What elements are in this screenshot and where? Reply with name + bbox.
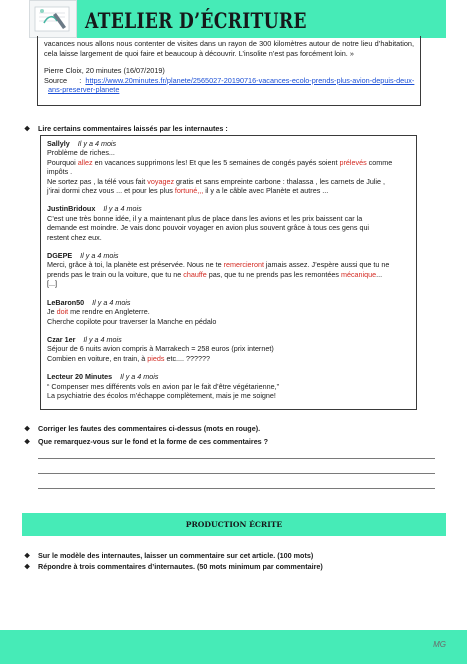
error-word: remercieront xyxy=(223,260,264,270)
comment-text: Cherche copilote pour traverser la Manche en pédalo xyxy=(47,316,217,326)
page-title: ATELIER D’ÉCRITURE xyxy=(85,8,307,33)
source-label: Source xyxy=(44,75,68,85)
comment-line xyxy=(47,223,410,232)
instruction-text: Sur le modèle des internautes, laisser un commentaire sur cet article. (100 mots) xyxy=(38,551,314,560)
comment-timestamp: Il y a 4 mois xyxy=(120,372,159,382)
comment-line xyxy=(47,233,410,242)
comment-text: Je xyxy=(47,307,57,317)
instruction-model xyxy=(24,551,313,560)
error-word: fortuné,,, xyxy=(174,186,204,196)
comment-text: comme xyxy=(366,157,393,167)
comment-username: Sallyly xyxy=(47,139,70,148)
comment-line xyxy=(47,382,410,391)
source-link-continuation[interactable]: ans-preserver-planete xyxy=(48,85,120,95)
comment-text: Pourquoi xyxy=(47,157,78,167)
error-word: chauffe xyxy=(183,269,207,279)
comment-line xyxy=(47,307,410,316)
diamond-bullet-icon: ❖ xyxy=(24,426,31,433)
comment-text: ... xyxy=(376,269,383,279)
comment-username: Lecteur 20 Minutes xyxy=(47,372,113,382)
comment-header xyxy=(47,335,410,344)
comment-line xyxy=(47,148,410,157)
instruction-text: Lire certains commentaires laissés par les internautes : xyxy=(38,124,228,133)
comment-line xyxy=(47,270,410,279)
answer-line[interactable] xyxy=(38,473,435,474)
error-word: pieds xyxy=(147,353,165,363)
comment-timestamp: Il y a 4 mois xyxy=(80,251,119,261)
comment-timestamp: Il y a 4 mois xyxy=(103,204,142,214)
comment-item xyxy=(47,139,410,195)
comment-text: etc.... ?????? xyxy=(164,353,211,363)
comment-text: “ Compenser mes différents vols en avion par le fait d’être végétarienne,” xyxy=(47,381,279,391)
comment-text: me rendre en Angleterre. xyxy=(68,307,150,317)
header-band xyxy=(29,0,446,38)
comment-text: impôts . xyxy=(47,167,73,177)
comment-text: demande est moindre. Je vais donc pouvoir voyager en avion plus souvent grâce à tous ces gens qui xyxy=(47,223,370,233)
diamond-bullet-icon: ❖ xyxy=(24,439,31,446)
comment-username: LeBaron50 xyxy=(47,297,85,307)
instruction-text: Répondre à trois commentaires d’internautes. (50 mots minimum par commentaire) xyxy=(38,562,323,571)
diamond-bullet-icon: ❖ xyxy=(24,553,31,560)
answer-line[interactable] xyxy=(38,488,435,489)
comment-line xyxy=(47,260,410,269)
comment-text: Ne sortez pas , la télé vous fait xyxy=(47,176,148,186)
comment-item xyxy=(47,298,410,326)
answer-line[interactable] xyxy=(38,458,435,459)
comment-text: [...] xyxy=(47,279,57,289)
error-word: mécanique xyxy=(340,269,377,279)
diamond-bullet-icon: ❖ xyxy=(24,126,31,133)
comment-line xyxy=(47,279,410,288)
comment-text: gratis et sans empreinte carbone : thalassa , les carnets de Julie , xyxy=(174,176,386,186)
comment-line xyxy=(47,391,410,400)
comment-text: La psychiatrie des écolos m’échappe complètement, mais je me soigne! xyxy=(47,390,276,400)
comment-text: prends pas le train ou la voiture, que tu ne xyxy=(47,269,184,279)
instruction-remark xyxy=(24,437,268,446)
comment-timestamp: Il y a 4 mois xyxy=(77,139,117,148)
comment-text: j’irai dormi chez vous ... et pour les plus xyxy=(47,186,175,196)
author-initials: MG xyxy=(433,640,446,649)
article-source xyxy=(44,76,414,86)
article-excerpt-box xyxy=(37,36,421,106)
comment-text: en vacances supprimons les! Et que les 5 semaines de congés payés soient xyxy=(92,157,340,167)
comment-header xyxy=(47,139,410,148)
instruction-reply xyxy=(24,562,323,571)
comment-line xyxy=(47,214,410,223)
comment-text: Combien en voiture, en train, à xyxy=(47,353,148,363)
comment-text: Séjour de 6 nuits avion compris à Marrakech = 258 euros (prix internet) xyxy=(47,344,274,354)
comment-line xyxy=(47,354,410,363)
article-author: Pierre Cloix, 20 minutes (16/07/2019) xyxy=(44,66,165,76)
comment-text: C’est une très bonne idée, il y a maintenant plus de place dans les avions et les prix baissent car la xyxy=(47,213,363,223)
production-band xyxy=(22,513,446,536)
article-excerpt-text: vacances nous allons nous contenter de visites dans un rayon de 300 kilomètres autour de notre lieu d’habitation, cela laisse largement de quoi faire et beaucoup à découvrir. L’insolite n’est pas forcément loin. » xyxy=(44,39,414,58)
comment-line xyxy=(47,158,410,167)
comment-item xyxy=(47,372,410,400)
comment-text: il y a le câble avec Planète et autres ... xyxy=(203,186,329,196)
comment-header xyxy=(47,251,410,260)
comment-line xyxy=(47,186,410,195)
comment-line xyxy=(47,167,410,176)
error-word: voyagez xyxy=(147,176,175,186)
instruction-read-comments xyxy=(24,124,228,133)
comment-item xyxy=(47,335,410,363)
comment-header xyxy=(47,298,410,307)
diamond-bullet-icon: ❖ xyxy=(24,564,31,571)
source-separator: : xyxy=(79,75,82,85)
comment-text: Problème de riches... xyxy=(47,148,115,158)
comment-username: JustinBridoux xyxy=(47,204,96,214)
comment-timestamp: Il y a 4 mois xyxy=(92,297,131,307)
instruction-text: Que remarquez-vous sur le fond et la forme de ces commentaires ? xyxy=(38,437,269,446)
footer-band xyxy=(0,630,467,664)
instruction-text: Corriger les fautes des commentaires ci-dessus (mots en rouge). xyxy=(38,424,261,433)
comment-item xyxy=(47,251,410,289)
comment-line xyxy=(47,317,410,326)
comment-text: jamais assez. J’espère aussi que tu ne xyxy=(263,260,390,270)
comment-text: restent chez eux. xyxy=(47,232,102,242)
comment-timestamp: Il y a 4 mois xyxy=(83,334,122,344)
comment-text: pas, que tu ne prends pas les remontées xyxy=(206,269,341,279)
error-word: prélevés xyxy=(339,157,367,167)
comment-item xyxy=(47,204,410,242)
instruction-correct xyxy=(24,424,260,433)
comment-username: DGEPE xyxy=(47,251,73,261)
writing-hand-logo xyxy=(29,0,77,38)
comment-line xyxy=(47,177,410,186)
comment-username: Czar 1er xyxy=(47,334,76,344)
comment-line xyxy=(47,344,410,353)
section-title: PRODUCTION ÉCRITE xyxy=(185,520,283,529)
comments-box xyxy=(40,135,417,410)
comment-header xyxy=(47,372,410,381)
error-word: allez xyxy=(77,157,93,167)
source-link[interactable]: https://www.20minutes.fr/planete/2565027-20190716-vacances-ecolo-prends-plus-avion-depuis-deux- xyxy=(85,75,415,85)
error-word: doit xyxy=(56,307,69,317)
comment-text: Merci, grâce à toi, la planète est préservée. Nous ne te xyxy=(47,260,224,270)
comment-header xyxy=(47,204,410,213)
